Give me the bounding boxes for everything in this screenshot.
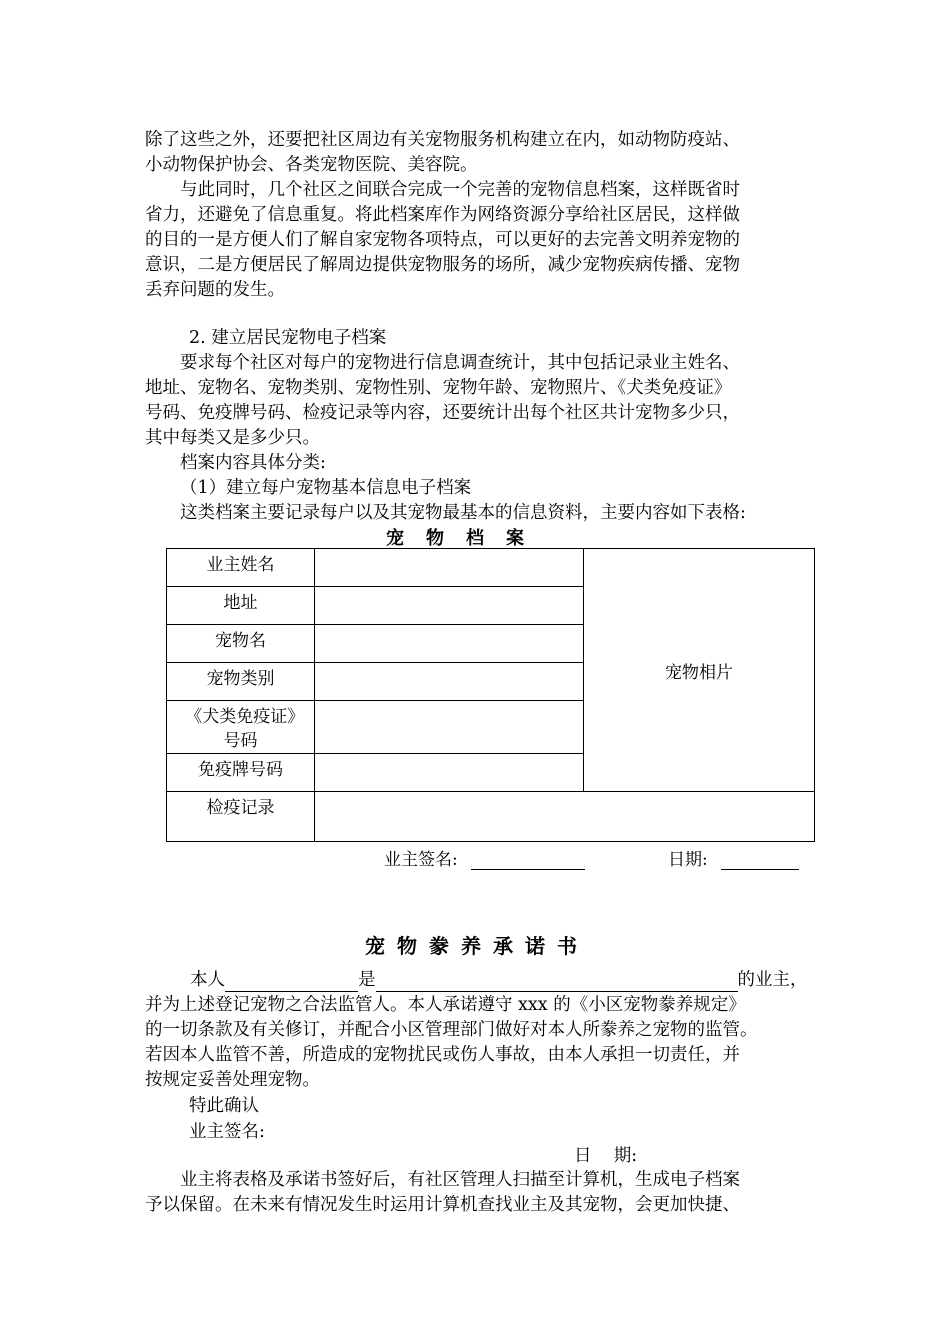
subsection-desc: 这类档案主要记录每户以及其宠物最基本的信息资料，主要内容如下表格:: [180, 503, 746, 523]
row-label: 检疫记录: [167, 792, 315, 842]
pledge-line: 并为上述登记宠物之合法监管人。本人承诺遵守 xxx 的《小区宠物豢养规定》: [145, 995, 746, 1015]
quarantine-record-field[interactable]: [315, 792, 815, 842]
owner-signature-label: 业主签名:: [384, 850, 458, 870]
intro-line: 的目的一是方便人们了解自家宠物各项特点，可以更好的去完善文明养宠物的: [145, 230, 740, 250]
section-line: 要求每个社区对每户的宠物进行信息调查统计，其中包括记录业主姓名、: [180, 353, 740, 373]
section-line: 地址、宠物名、宠物类别、宠物性别、宠物年龄、宠物照片、《犬类免疫证》: [145, 378, 732, 398]
immunity-tag-field[interactable]: [315, 754, 584, 792]
intro-line: 小动物保护协会、各类宠物医院、美容院。: [145, 155, 478, 175]
intro-line: 意识，二是方便居民了解周边提供宠物服务的场所，减少宠物疾病传播、宠物: [145, 255, 740, 275]
pledge-line: 的一切条款及有关修订，并配合小区管理部门做好对本人所豢养之宠物的监管。: [145, 1020, 758, 1040]
address-field[interactable]: [315, 587, 584, 625]
section-line: 号码、免疫牌号码、检疫记录等内容，还要统计出每个社区共计宠物多少只，: [145, 403, 740, 423]
table-row: [167, 549, 815, 587]
pledge-confirm: 特此确认: [189, 1096, 259, 1116]
intro-line: 丢弃问题的发生。: [145, 280, 285, 300]
row-label: 《犬类免疫证》号码: [167, 701, 315, 754]
owner-signature-blank[interactable]: [471, 851, 585, 870]
intro-line: 省力，还避免了信息重复。将此档案库作为网络资源分享给社区居民，这样做: [145, 205, 740, 225]
pet-category-field[interactable]: [315, 663, 584, 701]
pledge-line-1: [180, 968, 820, 992]
pledge-title: 宠物豢养承诺书: [365, 934, 589, 958]
pledge-text: 是: [358, 970, 376, 990]
closing-line: 予以保留。在未来有情况发生时运用计算机查找业主及其宠物，会更加快捷、: [145, 1195, 740, 1215]
owner-signature: [384, 845, 585, 870]
owner-name-field[interactable]: [315, 549, 584, 587]
pledge-text: 本人: [190, 970, 225, 990]
immunity-cert-field[interactable]: [315, 701, 584, 754]
intro-line: 与此同时，几个社区之间联合完成一个完善的宠物信息档案，这样既省时: [180, 180, 740, 200]
subsection-title: （1）建立每户宠物基本信息电子档案: [180, 478, 472, 498]
row-label: 地址: [167, 587, 315, 625]
date-label: 日期:: [668, 850, 708, 870]
pledge-text: 的业主，: [737, 970, 808, 990]
row-label: 宠物名: [167, 625, 315, 663]
pet-photo-cell[interactable]: [584, 549, 815, 792]
row-label: 免疫牌号码: [167, 754, 315, 792]
table-title: 宠物档案: [386, 528, 546, 549]
section-title: 2. 建立居民宠物电子档案: [189, 328, 387, 348]
pet-name-field[interactable]: [315, 625, 584, 663]
row-label: 宠物类别: [167, 663, 315, 701]
date-blank[interactable]: [721, 851, 799, 870]
row-label: 业主姓名: [167, 549, 315, 587]
category-intro: 档案内容具体分类:: [180, 453, 326, 473]
pledge-line: 按规定妥善处理宠物。: [145, 1070, 320, 1090]
intro-line: 除了这些之外，还要把社区周边有关宠物服务机构建立在内，如动物防疫站、: [145, 130, 740, 150]
photo-label: 宠物相片: [665, 662, 733, 683]
section-line: 其中每类又是多少只。: [145, 428, 320, 448]
name-blank[interactable]: [225, 973, 358, 992]
address-blank[interactable]: [376, 973, 738, 992]
pledge-owner-sign: 业主签名:: [189, 1122, 265, 1142]
closing-line: 业主将表格及承诺书签好后，有社区管理人扫描至计算机，生成电子档案: [180, 1170, 740, 1190]
pledge-date: 日 期:: [574, 1146, 638, 1166]
pledge-line: 若因本人监管不善，所造成的宠物扰民或伤人事故，由本人承担一切责任，并: [145, 1045, 740, 1065]
pet-record-table: [166, 548, 815, 842]
date-signature: [668, 845, 799, 870]
table-row: [167, 792, 815, 842]
